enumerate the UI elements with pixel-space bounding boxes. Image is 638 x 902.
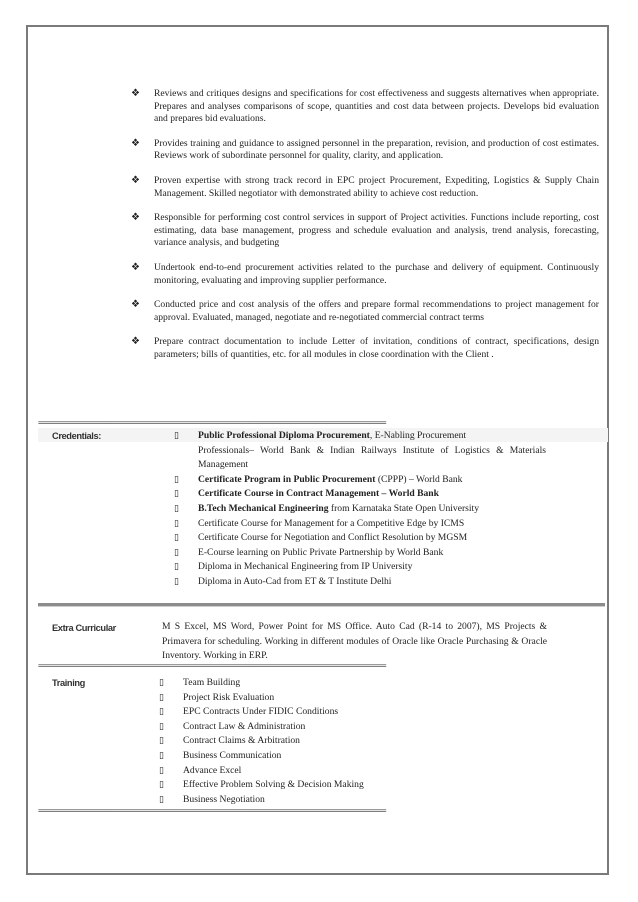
credential-bold: Public Professional Diploma Procurement [198, 430, 370, 441]
credential-text: Certificate Course for Management for a Competitive Edge by ICMS [198, 517, 465, 529]
checkbox-icon: ▯ [174, 562, 179, 573]
credential-text: Certificate Course for Negotiation and Conflict Resolution by MGSM [198, 532, 468, 544]
section-divider-shadow [38, 606, 605, 607]
credential-item [174, 473, 546, 488]
checkbox-icon: ▯ [174, 474, 179, 485]
training-text: Contract Claims & Arbitration [183, 735, 300, 747]
checkbox-icon: ▯ [159, 750, 164, 761]
credential-text-continued: Professionals– World Bank & Indian Railways Institute of Logistics & Materials Management [198, 444, 546, 471]
credential-text: E-Course learning on Public Private Partnership by World Bank [198, 546, 444, 558]
credentials-list [174, 429, 546, 590]
diamond-bullet-icon: ❖ [131, 137, 140, 149]
checkbox-icon: ▯ [174, 431, 179, 441]
checkbox-icon: ▯ [174, 518, 179, 529]
separator-line: ======================================================================================= [38, 662, 386, 670]
diamond-bullet-icon: ❖ [131, 261, 140, 273]
training-item [159, 778, 539, 793]
credential-item [174, 531, 546, 546]
training-item [159, 734, 539, 749]
training-item [159, 691, 539, 706]
duty-item [131, 262, 599, 287]
credential-item [174, 575, 546, 590]
training-text: Team Building [183, 677, 241, 688]
training-item [159, 764, 539, 779]
training-item [159, 793, 539, 808]
duty-text: Responsible for performing cost control services in support of Project activities. Functions include reporting, cost estimating, data base management, progress and schedule evaluation and analysis, trend analysis, forecasting, variance analysis, and budgeting [154, 212, 599, 249]
credential-item [174, 517, 546, 532]
diamond-bullet-icon: ❖ [131, 299, 140, 311]
training-text: Business Communication [183, 749, 282, 761]
credential-text: , E-Nabling Procurement [369, 430, 467, 441]
training-text: Effective Problem Solving & Decision Making [183, 779, 364, 791]
checkbox-icon: ▯ [159, 707, 164, 718]
training-text: Business Negotiation [183, 793, 265, 805]
training-text: Contract Law & Administration [183, 720, 306, 732]
checkbox-icon: ▯ [174, 489, 179, 500]
duty-item [131, 138, 599, 163]
checkbox-icon: ▯ [159, 736, 164, 747]
training-text: EPC Contracts Under FIDIC Conditions [183, 706, 339, 718]
duty-item [131, 88, 599, 126]
separator-line: ======================================================================================= [38, 807, 386, 815]
duty-item [131, 175, 599, 200]
diamond-bullet-icon: ❖ [131, 212, 140, 224]
credential-text: from Karnataka State Open University [328, 502, 480, 514]
training-item [159, 749, 539, 764]
checkbox-icon: ▯ [174, 503, 179, 514]
training-text: Advance Excel [183, 764, 242, 776]
duty-text: Prepare contract documentation to include Letter of invitation, conditions of contract, specifications, design parameters; bills of quantities, etc. for all modules in close coordination with the Client . [154, 336, 599, 360]
checkbox-icon: ▯ [159, 794, 164, 805]
training-label: Training [52, 678, 85, 688]
duty-item [131, 212, 599, 250]
training-item [159, 720, 539, 735]
training-item [159, 676, 539, 691]
duty-text: Reviews and critiques designs and specifications for cost effectiveness and suggests alternatives when appropriate. Prepares and analyses comparisons of scope, quantities and cost data between projects. Develops bid evaluation and prepares bid evaluations. [154, 88, 599, 125]
credential-text: Diploma in Auto-Cad from ET & T Institute Delhi [198, 575, 392, 587]
diamond-bullet-icon: ❖ [131, 336, 140, 348]
credentials-label: Credentials: [52, 431, 101, 441]
duty-text: Undertook end-to-end procurement activities related to the purchase and delivery of equipment. Continuously monitoring, evaluating and improving supplier performance. [154, 261, 599, 286]
training-list [159, 676, 539, 807]
checkbox-icon: ▯ [174, 576, 179, 587]
duty-text: Proven expertise with strong track record in EPC project Procurement, Expediting, Logistics & Supply Chain Management. Skilled negotiator with demonstrated ability to achieve cost reduction. [154, 174, 599, 199]
training-item [159, 705, 539, 720]
checkbox-icon: ▯ [159, 678, 164, 688]
credential-item [174, 560, 546, 575]
credential-text: (CPPP) – World Bank [375, 473, 463, 485]
diamond-bullet-icon: ❖ [131, 174, 140, 186]
credential-item [174, 546, 546, 561]
duty-item [131, 299, 599, 324]
checkbox-icon: ▯ [159, 721, 164, 732]
checkbox-icon: ▯ [159, 692, 164, 703]
diamond-bullet-icon: ❖ [131, 88, 140, 99]
checkbox-icon: ▯ [159, 780, 164, 791]
separator-line: ======================================================================================= [38, 419, 386, 427]
checkbox-icon: ▯ [174, 547, 179, 558]
extra-curricular-label: Extra Curricular [52, 623, 116, 633]
credential-item [174, 429, 546, 473]
duty-text: Conducted price and cost analysis of the offers and prepare formal recommendations to project management for approval. Evaluated, managed, negotiate and re-negotiated commercial contract terms [154, 299, 599, 323]
credential-bold: B.Tech Mechanical Engineering [198, 502, 329, 514]
credential-bold: Certificate Course in Contract Management – World Bank [198, 488, 439, 500]
duty-item [131, 336, 599, 361]
duties-list [131, 88, 599, 374]
training-text: Project Risk Evaluation [183, 691, 275, 703]
checkbox-icon: ▯ [159, 765, 164, 776]
credential-item [174, 487, 546, 502]
checkbox-icon: ▯ [174, 533, 179, 544]
credential-text: Diploma in Mechanical Engineering from IP University [198, 561, 413, 573]
credential-bold: Certificate Program in Public Procurement [198, 473, 376, 485]
duty-text: Provides training and guidance to assigned personnel in the preparation, revision, and production of cost estimates. Reviews work of subordinate personnel for quality, clarity, and application. [154, 137, 599, 162]
extra-curricular-text: M S Excel, MS Word, Power Point for MS Office. Auto Cad (R-14 to 2007), MS Projects & Primavera for scheduling. Working in different modules of Oracle like Oracle Purchasing & Oracle Inventory. Working in ERP. [162, 621, 547, 661]
credential-item [174, 502, 546, 517]
